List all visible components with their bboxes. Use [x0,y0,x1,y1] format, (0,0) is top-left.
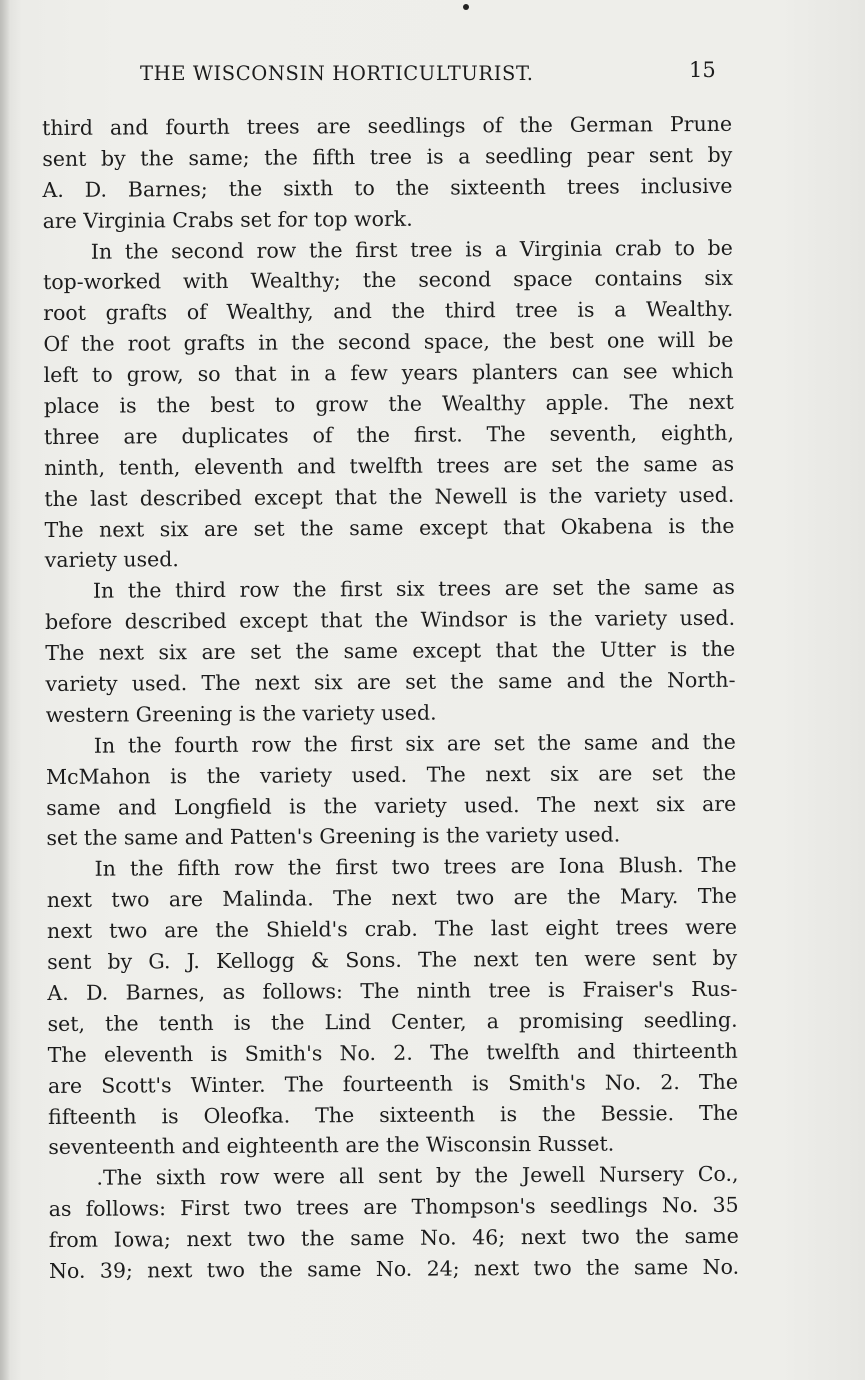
text-line: top-worked with Wealthy; the second space contains six [42,266,734,295]
text-line: fifteenth is Oleofka. The sixteenth is the Bessie. The [48,1100,739,1129]
paragraph [45,572,736,731]
text-line: are Virginia Crabs set for top work. [42,206,413,233]
text-line: root grafts of Wealthy, and the third tree is a Wealthy. [43,297,734,326]
text-line: sent by G. J. Kellogg & Sons. The next ten were sent by [47,945,738,975]
text-line: In the fifth row the first two trees are Iona Blush. The [94,853,737,882]
text-line: A. D. Barnes, as follows: The ninth tree is Fraiser's Rus- [47,976,738,1005]
text-line: next two are the Shield's crab. The last eight trees were [46,914,738,944]
body-text [42,109,739,1287]
text-line: seventeenth and eighteenth are the Wisconsin Russet. [48,1131,615,1160]
text-line: set the same and Patten's Greening is the variety used. [46,822,621,851]
text-line: .The sixth row were all sent by the Jewell Nursery Co., [96,1162,739,1190]
text-line: place is the best to grow the Wealthy apple. The next [43,389,734,419]
text-line: variety used. [44,547,179,573]
page-number: 15 [689,58,716,82]
text-line: western Greening is the variety used. [45,700,437,727]
text-line: No. 39; next two the same No. 24; next two the same No. [49,1254,740,1283]
text-line: third and fourth trees are seedlings of the German Prune [42,111,733,140]
running-head: THE WISCONSIN HORTICULTURIST. [140,62,534,85]
text-line: A. D. Barnes; the sixth to the sixteenth trees inclusive [42,173,733,202]
text-line: left to grow, so that in a few years planters can see which [43,358,734,388]
text-line: In the third row the first six trees are set the same as [92,575,735,604]
paragraph [43,232,735,576]
paragraph [42,109,733,237]
ink-speck [463,4,469,10]
text-line: from Iowa; next two the same No. 46; next two the same [48,1223,739,1253]
text-line: variety used. The next six are set the same and the North- [45,667,736,697]
text-line: The next six are set the same except that the Utter is the [45,636,736,666]
text-line: as follows: First two trees are Thompson's seedlings No. 35 [48,1192,739,1222]
paragraph [46,727,737,855]
text-line: set, the tenth is the Lind Center, a promising seedling. [47,1007,738,1036]
text-line: In the second row the first tree is a Virginia crab to be [90,235,733,264]
text-line: In the fourth row the first six are set the same and the [93,729,736,758]
text-line: same and Longfield is the variety used. The next six are [46,791,737,820]
text-line: three are duplicates of the first. The seventh, eighth, [43,420,735,449]
text-line: ninth, tenth, eleventh and twelfth trees are set the same as [44,451,735,480]
text-line: McMahon is the variety used. The next six are set the [45,760,737,789]
text-line: the last described except that the Newell is the variety used. [44,482,735,511]
text-line: before described except that the Windsor is the variety used. [45,606,736,635]
text-line: The next six are set the same except that Okabena is the [44,513,735,542]
text-line: Of the root grafts in the second space, the best one will be [43,328,734,357]
text-line: next two are Malinda. The next two are the Mary. The [46,884,737,913]
paragraph [48,1159,739,1287]
text-line: sent by the same; the fifth tree is a seedling pear sent by [42,142,733,171]
binding-shadow [0,0,10,1380]
text-line: The eleventh is Smith's No. 2. The twelfth and thirteenth [47,1038,738,1067]
paragraph [47,850,739,1163]
text-line: are Scott's Winter. The fourteenth is Smith's No. 2. The [47,1069,739,1098]
